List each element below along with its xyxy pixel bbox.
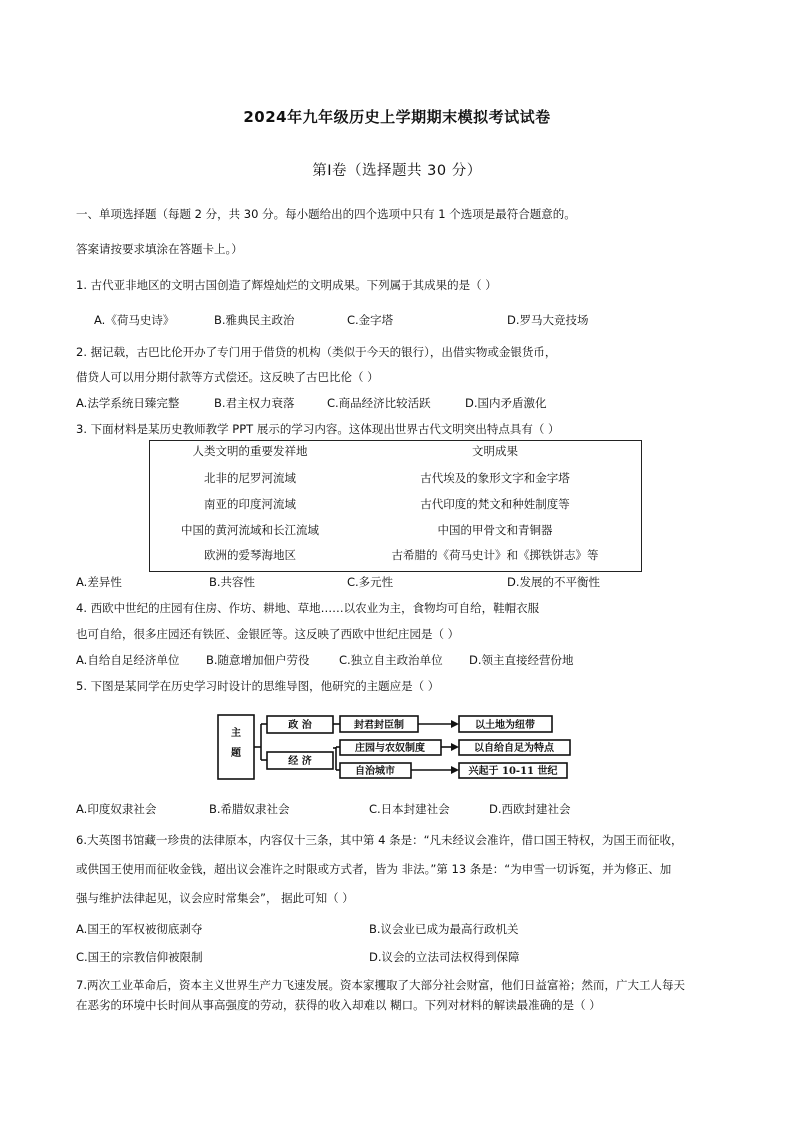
q5-stem: 5. 下图是某同学在历史学习时设计的思维导图，他研究的主题应是（ ）	[76, 679, 440, 693]
table-row-1-origin: 北非的尼罗河流域	[204, 471, 296, 485]
table-header-achievement: 文明成果	[472, 444, 518, 458]
mind-map-economy: 经 济	[288, 756, 312, 767]
table-header-origin: 人类文明的重要发祥地	[192, 444, 308, 458]
table-row-2-origin: 南亚的印度河流域	[204, 497, 296, 511]
instructions-line-2: 答案请按要求填涂在答题卡上。）	[76, 242, 243, 256]
q7-stem-line-2: 在恶劣的环境中长时间从事高强度的劳动，获得的收入却难以 糊口。下列对材料的解读最准确的是（ ）	[76, 998, 601, 1012]
table-row-3-origin: 中国的黄河流域和长江流域	[181, 523, 319, 537]
q3-option-c: C.多元性	[347, 575, 394, 589]
table-row-4-origin: 欧洲的爱琴海地区	[204, 548, 296, 562]
section-subtitle: 第Ⅰ卷（选择题共 30 分）	[312, 163, 482, 179]
q4-option-c: C.独立自主政治单位	[339, 653, 443, 667]
q2-stem-line-1: 2. 据记载，古巴比伦开办了专门用于借贷的机构（类似于今天的银行），出借实物或金银货币，	[76, 345, 557, 359]
q5-option-d: D.西欧封建社会	[489, 802, 571, 816]
q3-stem: 3. 下面材料是某历史教师教学 PPT 展示的学习内容。这体现出世界古代文明突出特点具有（ ）	[76, 422, 560, 436]
mind-map-autonomous-city: 自治城市	[355, 766, 395, 777]
mind-map-land-bond: 以土地为纽带	[475, 720, 535, 731]
q7-stem-line-1: 7.两次工业革命后，资本主义世界生产力飞速发展。资本家攫取了大部分社会财富，他们日益富裕；然而，广大工人每天	[76, 978, 685, 992]
q1-option-b: B.雅典民主政治	[214, 313, 295, 327]
q6-option-b: B.议会业已成为最高行政机关	[369, 922, 519, 936]
q4-option-a: A.自给自足经济单位	[76, 653, 180, 667]
q5-option-a: A.印度奴隶社会	[76, 802, 157, 816]
mind-map-theme-top: 主	[231, 728, 241, 739]
mind-map-self-sufficiency: 以自给自足为特点	[474, 743, 554, 754]
q3-option-b: B.共容性	[209, 575, 256, 589]
q6-option-d: D.议会的立法司法权得到保障	[369, 950, 520, 964]
q6-option-c: C.国王的宗教信仰被限制	[76, 950, 203, 964]
instructions-line-1: 一、单项选择题（每题 2 分，共 30 分。每小题给出的四个选项中只有 1 个选项是最符合题意的。	[76, 207, 576, 221]
q1-option-c: C.金字塔	[347, 313, 394, 327]
q2-option-d: D.国内矛盾激化	[465, 396, 547, 410]
q6-stem-line-1: 6.大英图书馆藏一珍贵的法律原本，内容仅十三条，其中第 4 条是：“凡未经议会准许，借口国王特权，为国王而征收，	[76, 833, 683, 847]
table-row-4-achievement: 古希腊的《荷马史计》和《掷铁饼志》等	[391, 548, 599, 562]
q6-option-a: A.国王的军权被彻底剥夺	[76, 922, 203, 936]
q3-option-a: A.差异性	[76, 575, 122, 589]
page-title: 2024年九年级历史上学期期末模拟考试试卷	[243, 108, 551, 126]
q2-option-a: A.法学系统日臻完整	[76, 396, 180, 410]
q4-stem-line-2: 也可自给，很多庄园还有铁匠、金银匠等。这反映了西欧中世纪庄园是（ ）	[76, 627, 460, 641]
q1-option-a: A.《荷马史诗》	[94, 313, 175, 327]
q2-option-b: B.君主权力衰落	[214, 396, 295, 410]
q2-stem-line-2: 借贷人可以用分期付款等方式偿还。这反映了古巴比伦（ ）	[76, 370, 379, 384]
q5-option-b: B.希腊奴隶社会	[209, 802, 290, 816]
mind-map-manor-system: 庄园与农奴制度	[355, 743, 425, 754]
q1-stem: 1. 古代亚非地区的文明古国创造了辉煌灿烂的文明成果。下列属于其成果的是（ ）	[76, 278, 497, 292]
q2-option-c: C.商品经济比较活跃	[327, 396, 431, 410]
q5-option-c: C.日本封建社会	[369, 802, 450, 816]
q6-stem-line-3: 强与维护法律起见，议会应时常集会”， 据此可知（ ）	[76, 891, 354, 905]
table-row-2-achievement: 古代印度的梵文和种姓制度等	[420, 497, 570, 511]
mind-map-theme-bottom: 题	[231, 748, 241, 759]
table-row-3-achievement: 中国的甲骨文和青铜器	[437, 523, 553, 537]
mind-map-politics: 政 治	[288, 720, 312, 731]
q4-option-b: B.随意增加佃户劳役	[206, 653, 310, 667]
q4-option-d: D.领主直接经营份地	[469, 653, 574, 667]
q3-option-d: D.发展的不平衡性	[507, 575, 601, 589]
q4-stem-line-1: 4. 西欧中世纪的庄园有住房、作坊、耕地、草地……以农业为主，食物均可自给，鞋帽衣服	[76, 601, 540, 615]
q6-stem-line-2: 或供国王使用而征收金钱，超出议会准许之时限或方式者，皆为 非法。”第 13 条是：“为申雪一切诉冤，并为修正、加	[76, 862, 672, 876]
mind-map-rise-period: 兴起于 10-11 世纪	[468, 766, 558, 777]
mind-map-feudal-system: 封君封臣制	[354, 720, 404, 731]
q1-option-d: D.罗马大竞技场	[507, 313, 589, 327]
table-row-1-achievement: 古代埃及的象形文字和金字塔	[420, 471, 570, 485]
